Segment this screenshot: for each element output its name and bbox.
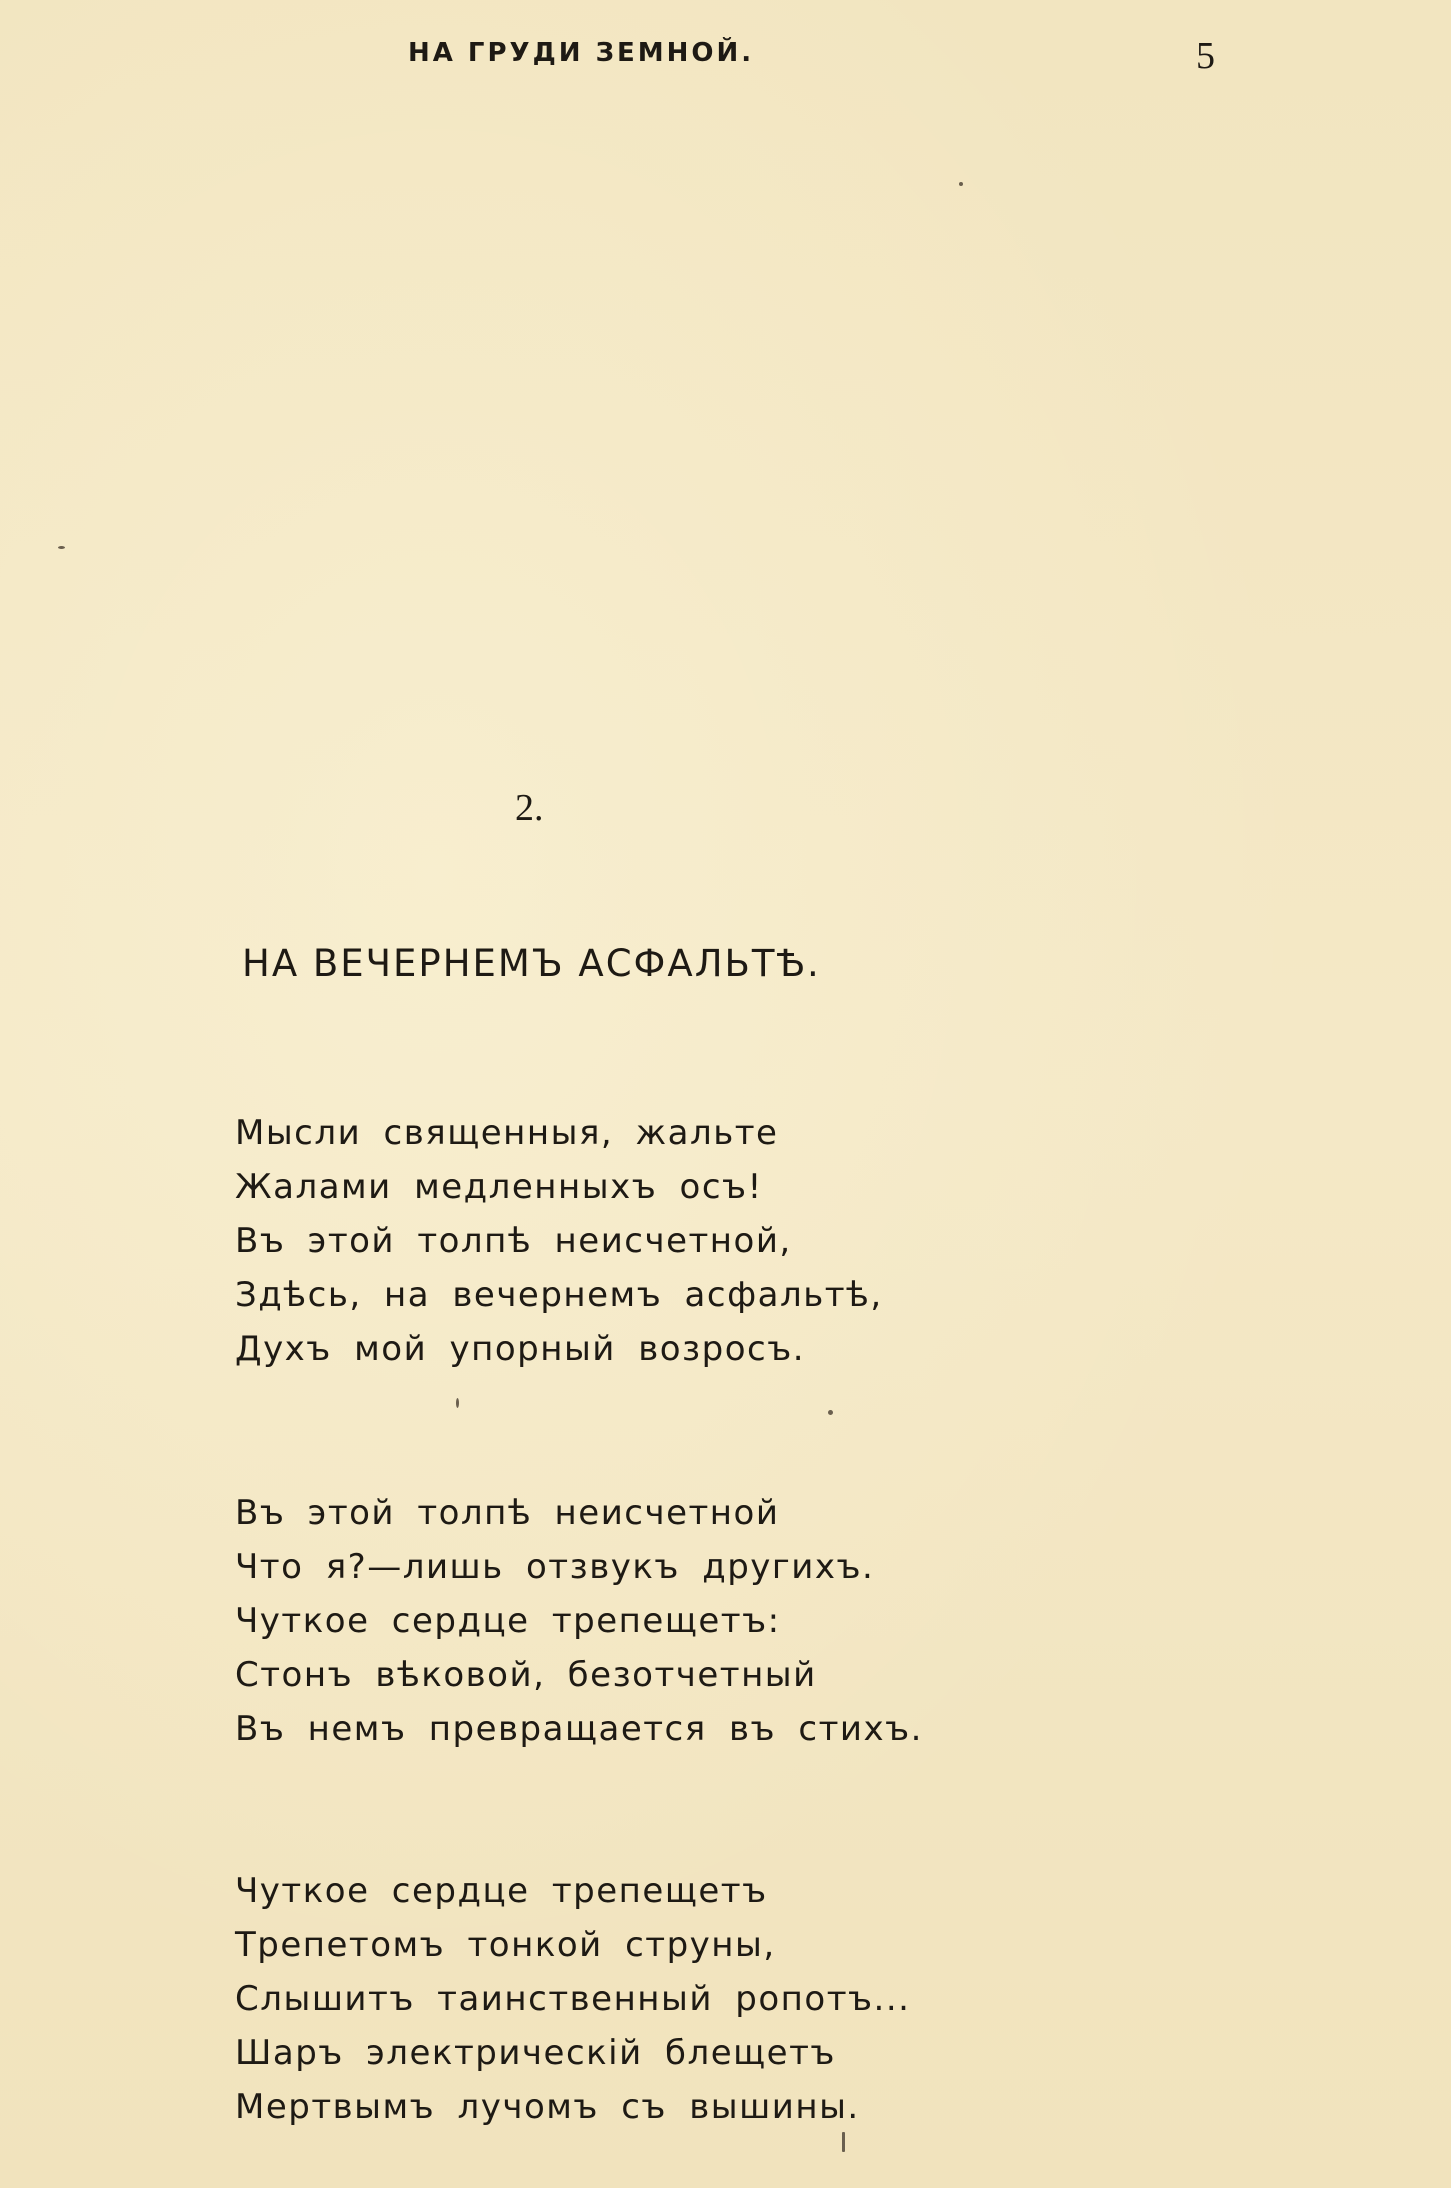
verse-line: Что я?—лишь отзвукъ другихъ. xyxy=(235,1547,875,1587)
verse-line: Мысли священныя, жальте xyxy=(235,1113,779,1153)
paper-speck xyxy=(828,1410,833,1415)
stanza-3 xyxy=(235,1864,910,2134)
running-head: НА ГРУДИ ЗЕМНОЙ. xyxy=(408,38,755,68)
verse-line: Шаръ электрическій блещетъ xyxy=(235,2033,836,2073)
verse-line: Жалами медленныхъ осъ! xyxy=(235,1167,763,1207)
poem-title: НА ВЕЧЕРНЕМЪ АСФАЛЬТѢ. xyxy=(242,942,821,985)
verse-line: Чуткое сердце трепещетъ xyxy=(235,1871,768,1911)
paper-speck xyxy=(959,182,963,186)
verse-line: Здѣсь, на вечернемъ асфальтѣ, xyxy=(235,1275,883,1315)
verse-line: Чуткое сердце трепещетъ: xyxy=(235,1601,781,1641)
verse-line: Въ этой толпѣ неисчетной xyxy=(235,1493,780,1533)
paper-speck xyxy=(456,1398,459,1408)
verse-line: Стонъ вѣковой, безотчетный xyxy=(235,1655,817,1695)
verse-line: Трепетомъ тонкой струны, xyxy=(235,1925,776,1965)
section-number: 2. xyxy=(515,787,544,829)
verse-line: Въ этой толпѣ неисчетной, xyxy=(235,1221,792,1261)
stanza-2 xyxy=(235,1486,923,1756)
page-number: 5 xyxy=(1196,35,1215,77)
verse-line: Въ немъ превращается въ стихъ. xyxy=(235,1709,923,1749)
stanza-1 xyxy=(235,1106,883,1376)
paper-speck xyxy=(58,546,65,549)
verse-line: Духъ мой упорный возросъ. xyxy=(235,1329,806,1369)
verse-line: Мертвымъ лучомъ съ вышины. xyxy=(235,2087,860,2127)
paper-speck xyxy=(842,2132,845,2152)
verse-line: Слышитъ таинственный ропотъ... xyxy=(235,1979,911,2019)
